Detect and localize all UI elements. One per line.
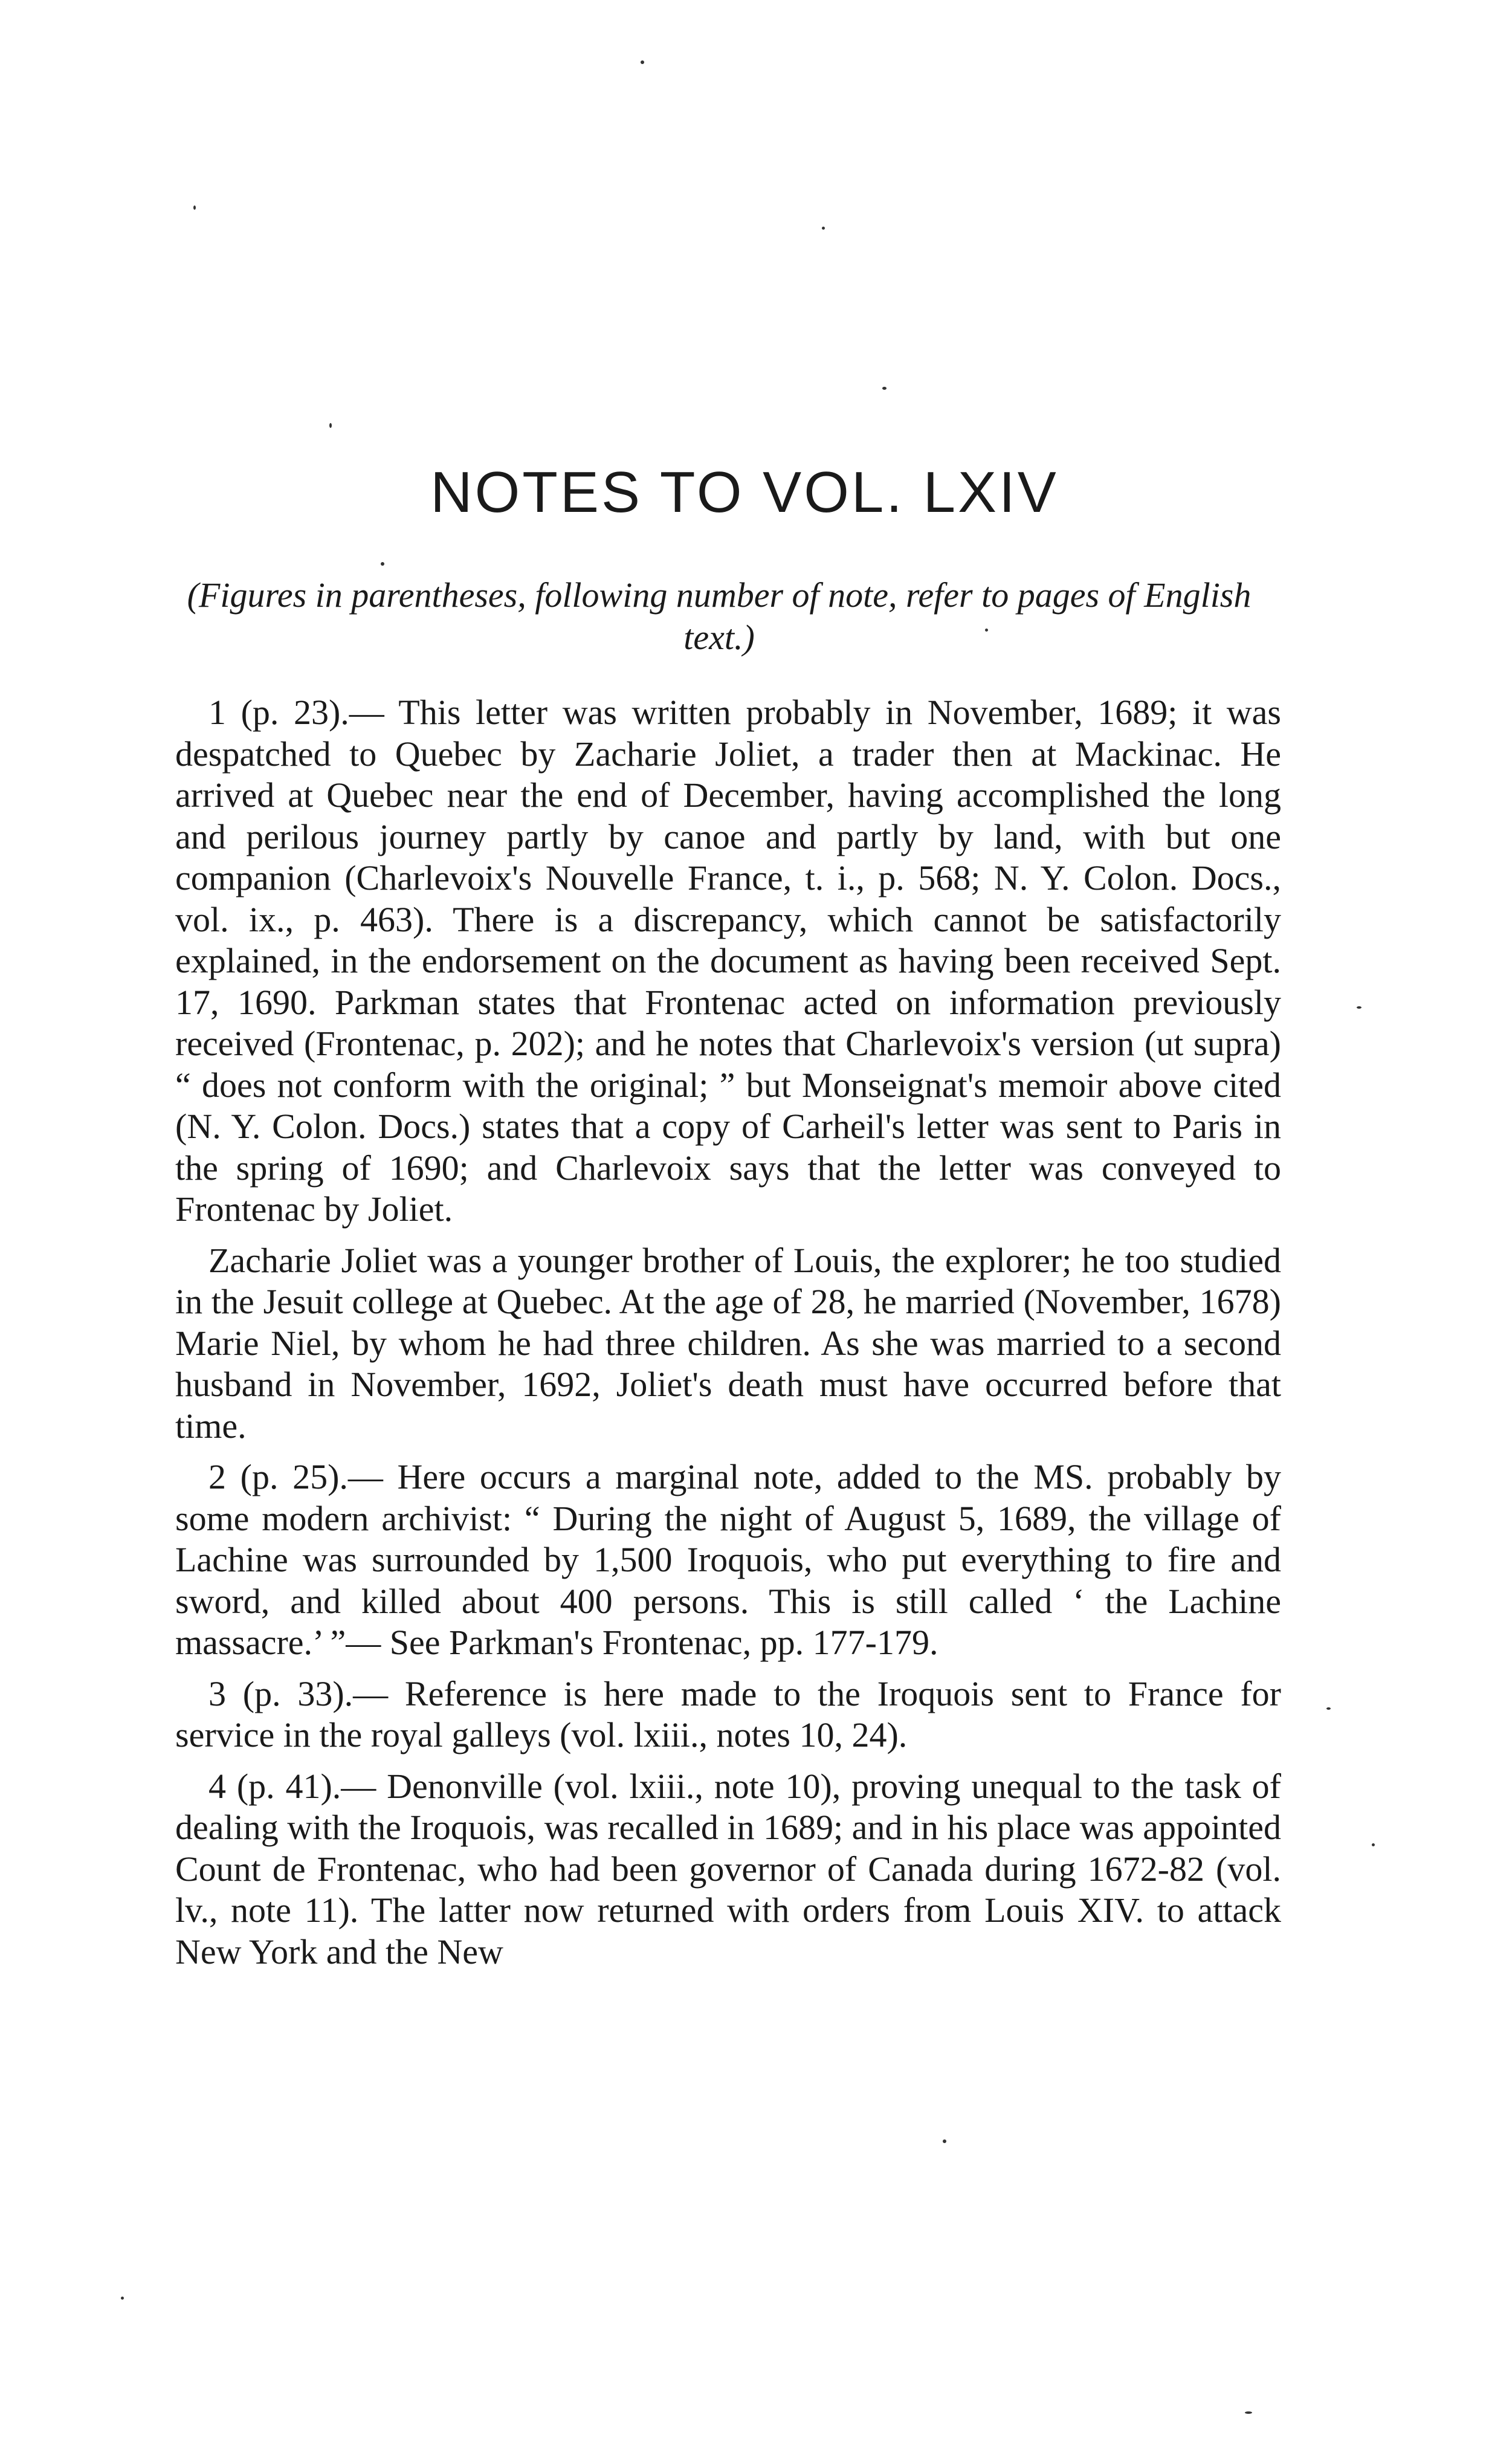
- scan-speck: [381, 562, 384, 566]
- note-3: 3 (p. 33).— Reference is here made to the Iroquois sent to France for service in the royal galleys (vol. lxiii., notes 10, 24).: [175, 1673, 1281, 1754]
- note-4: 4 (p. 41).— Denonville (vol. lxiii., note 10), proving unequal to the task of dealing with the Iroquois, was recalled in 1689; and in his place was appointed Count de Frontenac, who had been governor of Canada during 1672-82 (vol. lv., note 11). The latter now returned with orders from Louis XIV. to attack New York and the New: [175, 1766, 1281, 1971]
- note-1: 1 (p. 23).— This letter was written probably in November, 1689; it was despatched to Quebec by Zacharie Joliet, a trader then at Mackinac. He arrived at Quebec near the end of December, having accomplished the long and perilous journey partly by canoe and partly by land, with but one companion (Charlevoix's Nouvelle France, t. i., p. 568; N. Y. Colon. Docs., vol. ix., p. 463). There is a discrepancy, which cannot be satisfactorily explained, in the endorsement on the document as having been received Sept. 17, 1690. Parkman states that Frontenac acted on information previously received (Frontenac, p. 202); and he notes that Charlevoix's version (ut supra) “ does not conform with the original; ” but Monseignat's memoir above cited (N. Y. Colon. Docs.) states that a copy of Carheil's letter was sent to Paris in the spring of 1690; and Charlevoix says that the letter was conveyed to Frontenac by Joliet.: [175, 693, 1281, 1229]
- page-subtitle: (Figures in parentheses, following number of note, refer to pages of English text.): [187, 575, 1252, 657]
- scan-speck: [882, 387, 887, 390]
- scan-speck: [121, 2297, 124, 2300]
- scan-speck: [822, 227, 825, 230]
- scan-speck: [1357, 1006, 1361, 1009]
- scan-speck: [985, 629, 988, 632]
- scan-speck: [943, 2139, 946, 2143]
- scan-speck: [1326, 1707, 1331, 1710]
- notes-body: [175, 692, 1281, 1982]
- scan-speck: [1245, 2411, 1252, 2414]
- note-2: 2 (p. 25).— Here occurs a marginal note, added to the MS. probably by some modern archivist: “ During the night of August 5, 1689, the village of Lachine was surrounded by 1,500 Iroquois, who put everything to fire and sword, and killed about 400 persons. This is still called ‘ the Lachine massacre.’ ”— See Parkman's Frontenac, pp. 177-179.: [175, 1457, 1281, 1662]
- scan-speck: [1372, 1843, 1375, 1846]
- page-title: NOTES TO VOL. LXIV: [430, 460, 1059, 525]
- scan-speck: [641, 60, 644, 64]
- note-1-continuation: Zacharie Joliet was a younger brother of Louis, the explorer; he too studied in the Jesuit college at Quebec. At the age of 28, he married (November, 1678) Marie Niel, by whom he had three children. As she was married to a second husband in November, 1692, Joliet's death must have occurred before that time.: [175, 1240, 1281, 1446]
- scan-speck: [329, 423, 332, 428]
- scan-speck: [193, 205, 196, 210]
